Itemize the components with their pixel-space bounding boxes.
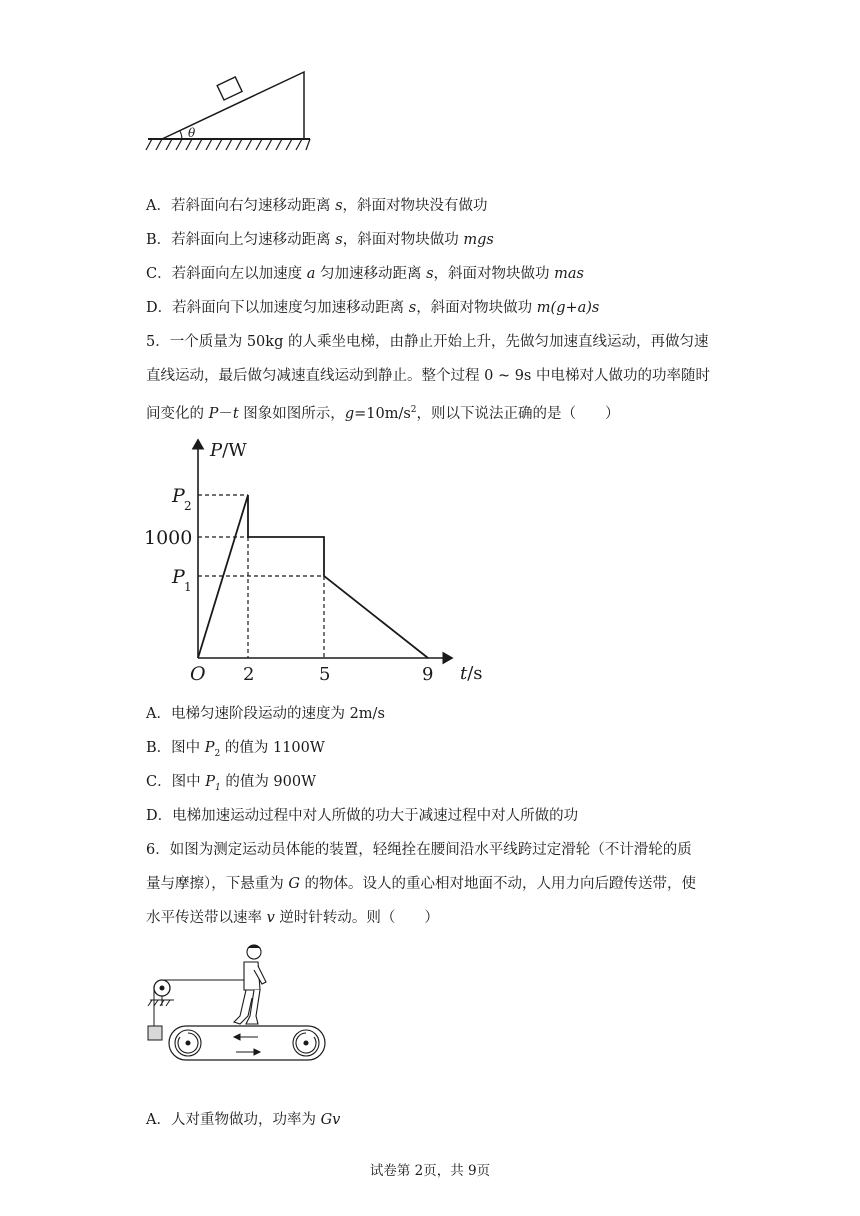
power-time-graph — [140, 436, 500, 686]
q5-option-c[interactable]: C．图中 $P_1$ 的值为 900W — [146, 774, 317, 793]
y-tick-p1: P — [172, 566, 185, 588]
q6-option-a[interactable]: A．人对重物做功，功率为 Gv — [146, 1112, 341, 1128]
dashed-guides — [198, 495, 324, 658]
q5-stem-line2: 直线运动，最后做匀减速直线运动到静止。整个过程 0 ~ 9s 中电梯对人做功的功率随时 — [146, 368, 710, 384]
belt-arrows — [234, 1034, 260, 1055]
y-tick-p2-sub: 2 — [184, 499, 192, 513]
q4-option-a[interactable]: A．若斜面向右匀速移动距离 s，斜面对物块没有做功 — [146, 198, 488, 214]
x-tick-9: 9 — [422, 664, 434, 685]
left-roller — [175, 1030, 201, 1056]
runner-person — [234, 945, 266, 1024]
angle-label: θ — [188, 126, 196, 140]
q4-option-c[interactable]: C．若斜面向左以加速度 a 匀加速移动距离 s，斜面对物块做功 mas — [146, 266, 584, 282]
q6-stem-line1: 6．如图为测定运动员体能的装置，轻绳拴在腰间沿水平线跨过定滑轮（不计滑轮的质 — [146, 842, 692, 858]
angle-arc — [180, 131, 182, 139]
page-footer: 试卷第 2页，共 9页 — [369, 1163, 491, 1179]
q5-option-d[interactable]: D．电梯加速运动过程中对人所做的功大于减速过程中对人所做的功 — [146, 808, 579, 824]
y-tick-p1-sub: 1 — [184, 580, 192, 594]
q4-option-d[interactable]: D．若斜面向下以加速度匀加速移动距离 s，斜面对物块做功 m(g+a)s — [146, 300, 600, 316]
block-on-incline — [217, 77, 242, 100]
y-tick-p2: P — [172, 485, 185, 507]
q5-option-b[interactable]: B．图中 $P_2$ 的值为 1100W — [146, 740, 325, 759]
y-tick-1000: 1000 — [144, 527, 193, 549]
x-tick-5: 5 — [319, 664, 331, 685]
q5-stem-line3: 间变化的 P－t 图象如图所示，$g=10m/s^2$，则以下说法正确的是（ ） — [146, 405, 620, 422]
x-tick-2: 2 — [243, 664, 255, 685]
incline-figure — [140, 62, 330, 154]
q5-option-a[interactable]: A．电梯匀速阶段运动的速度为 2m/s — [146, 706, 385, 722]
right-roller — [293, 1030, 319, 1056]
treadmill-figure — [140, 940, 340, 1064]
hanging-weight — [148, 1026, 162, 1040]
ground-hatching — [146, 139, 310, 150]
q6-stem-line2: 量与摩擦），下悬重为 G 的物体。设人的重心相对地面不动，人用力向后蹬传送带，使 — [146, 876, 697, 892]
origin-label: O — [190, 663, 206, 685]
y-axis-label: P/W — [210, 440, 247, 461]
q4-option-b[interactable]: B．若斜面向上匀速移动距离 s，斜面对物块做功 mgs — [146, 232, 494, 248]
q5-stem-line1: 5．一个质量为 50kg 的人乘坐电梯，由静止开始上升，先做匀加速直线运动，再做匀速 — [146, 334, 709, 350]
q6-stem-line3: 水平传送带以速率 v 逆时针转动。则（ ） — [146, 910, 439, 926]
x-axis-label: t/s — [460, 663, 483, 684]
